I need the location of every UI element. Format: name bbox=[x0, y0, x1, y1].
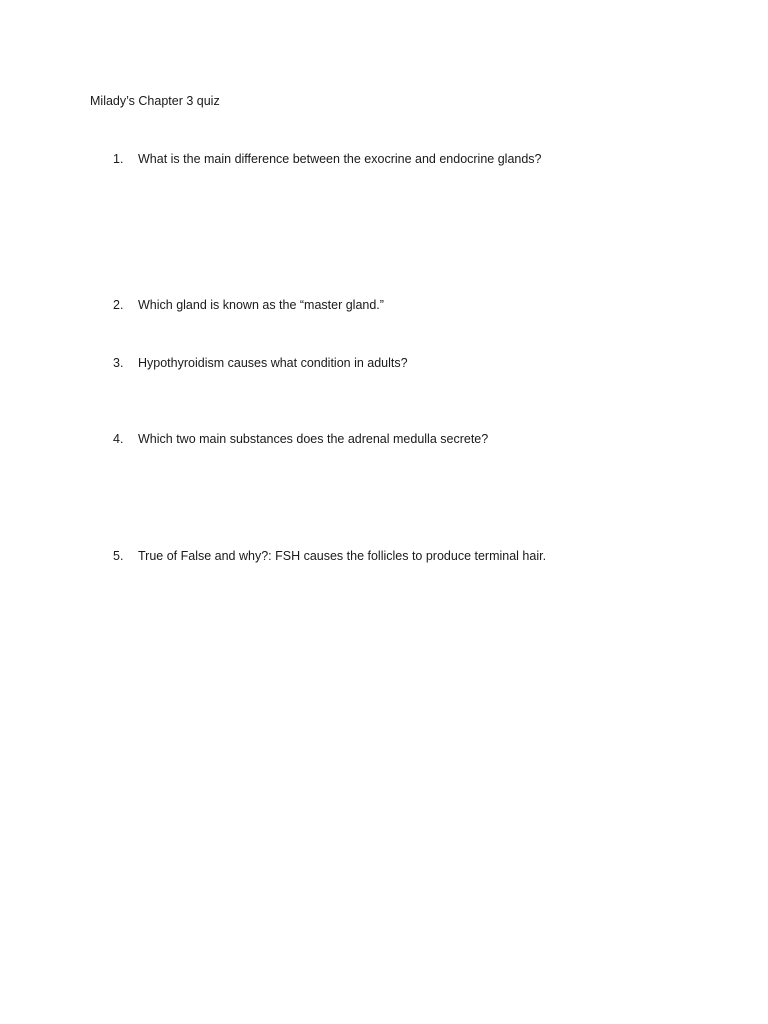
question-number: 4. bbox=[113, 432, 124, 446]
question-5 bbox=[113, 548, 733, 564]
question-2 bbox=[113, 297, 733, 313]
question-text: Which gland is known as the “master gland.” bbox=[138, 298, 384, 312]
question-3 bbox=[113, 355, 733, 371]
question-text: Which two main substances does the adrenal medulla secrete? bbox=[138, 432, 489, 446]
question-number: 3. bbox=[113, 356, 124, 370]
question-text: True of False and why?: FSH causes the follicles to produce terminal hair. bbox=[138, 549, 547, 563]
question-number: 1. bbox=[113, 152, 124, 166]
document-title: Milady’s Chapter 3 quiz bbox=[90, 94, 220, 108]
question-text: Hypothyroidism causes what condition in adults? bbox=[138, 356, 408, 370]
question-4 bbox=[113, 431, 733, 447]
question-number: 5. bbox=[113, 549, 124, 563]
question-number: 2. bbox=[113, 298, 124, 312]
question-1 bbox=[113, 151, 733, 167]
question-text: What is the main difference between the exocrine and endocrine glands? bbox=[138, 152, 542, 166]
